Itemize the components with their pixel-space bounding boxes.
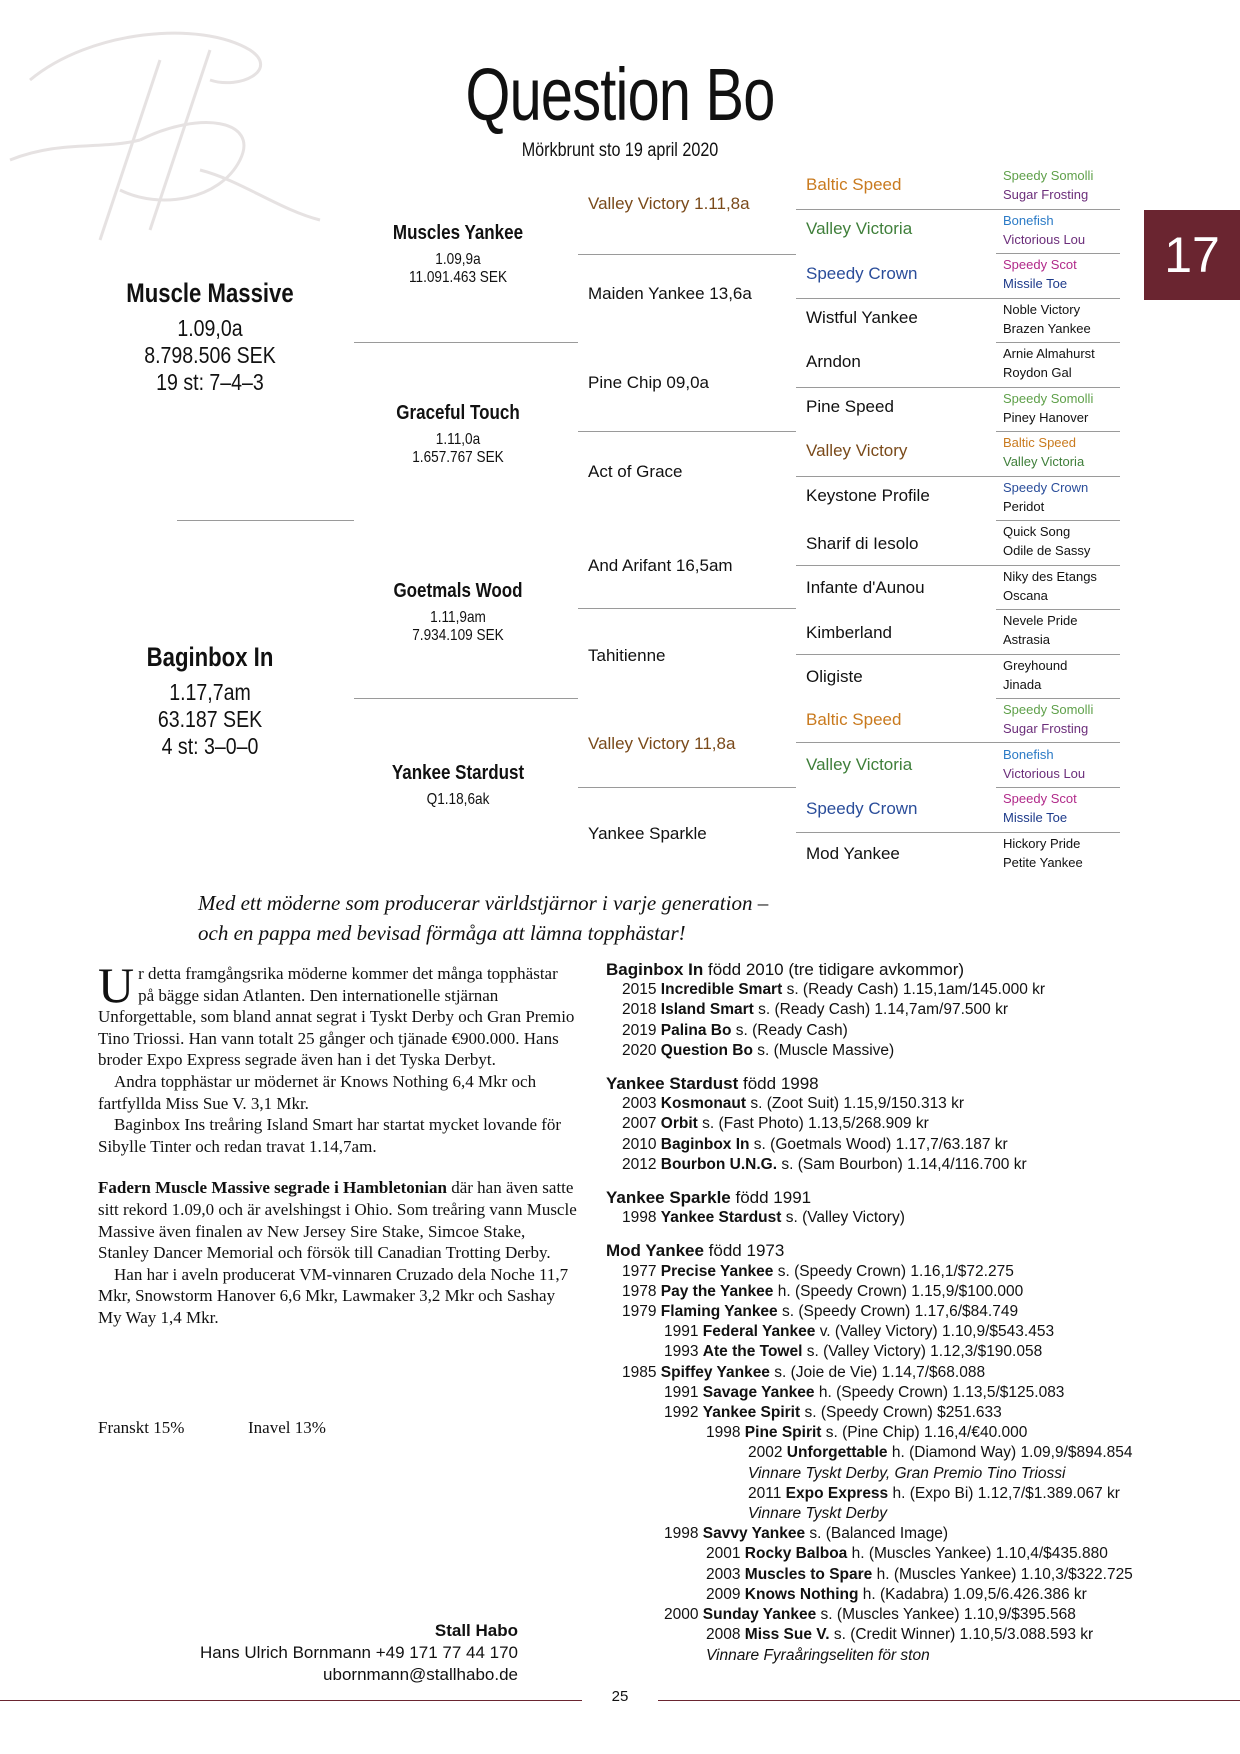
gen5-dam: Astrasia (1003, 632, 1050, 647)
offspring-name: Rocky Balboa (744, 1545, 848, 1563)
offspring-details: s. (Fast Photo) 1.13,5/268.909 kr (697, 1115, 929, 1133)
offspring-year: 1978 (622, 1282, 657, 1300)
offspring-name: Sunday Yankee (702, 1606, 817, 1624)
offspring-year: 2007 (622, 1115, 657, 1133)
offspring-details: s. (Balanced Image) (805, 1525, 949, 1543)
gen5-dam: Sugar Frosting (1003, 187, 1089, 202)
offspring-name: Island Smart (660, 1001, 754, 1019)
pedigree-gen3-item: Pine Chip 09,0a (588, 373, 709, 392)
pedigree-gen4-item: Valley Victory (806, 441, 908, 460)
pedigree-gen4-item: Speedy Crown (806, 799, 918, 818)
offspring-name: Flaming Yankee (660, 1303, 778, 1321)
pedigree-gen4-item: Sharif di Iesolo (806, 534, 919, 553)
progeny-dam-heading (606, 960, 1226, 980)
offspring-year: 1985 (622, 1363, 657, 1381)
gen5-sire: Bonefish (1003, 747, 1054, 762)
pedigree-gen5-item (1003, 745, 1085, 783)
gen5-dam: Piney Hanover (1003, 410, 1089, 425)
dam-record: 1.17,7am (169, 679, 251, 705)
offspring-details: s. (Valley Victory) 1.12,3/$190.058 (802, 1343, 1043, 1361)
offspring-name: Pay the Yankee (660, 1282, 774, 1300)
pedigree-gen3-item: Maiden Yankee 13,6a (588, 284, 752, 303)
pedigree-gen4-item: Pine Speed (806, 397, 894, 416)
footer-rule (0, 1700, 582, 1701)
pedigree-gen4-item: Infante d'Aunou (806, 578, 925, 597)
pedigree-gen2-item (358, 580, 558, 645)
progeny-row (606, 980, 1226, 1000)
gen5-dam: Peridot (1003, 499, 1045, 514)
offspring-name: Pine Spirit (744, 1424, 822, 1442)
gen5-dam: Oscana (1003, 588, 1048, 603)
page-subtitle: Mörkbrunt sto 19 april 2020 (521, 140, 719, 161)
stall-name: Stall Habo (434, 1621, 518, 1640)
pedigree-gen5-item (1003, 344, 1095, 382)
pedigree-gen4-item: Baltic Speed (806, 175, 902, 194)
offspring-name: Federal Yankee (702, 1323, 816, 1341)
offspring-name: Yankee Stardust (660, 1209, 782, 1227)
progeny-list (606, 960, 1226, 1666)
offspring-name: Savvy Yankee (702, 1525, 806, 1543)
paragraph-lead: Fadern Muscle Massive segrade i Hambletonian (98, 1178, 447, 1198)
pedigree-gen4-item: Arndon (806, 352, 861, 371)
offspring-name: Expo Express (785, 1484, 889, 1502)
page-number: 25 (611, 1688, 629, 1705)
offspring-name: Ate the Towel (702, 1343, 803, 1361)
gen5-sire: Speedy Somolli (1003, 168, 1094, 183)
offspring-year: 2003 (706, 1565, 741, 1583)
offspring-year: 1977 (622, 1262, 657, 1280)
offspring-note: Vinnare Tyskt Derby, Gran Premio Tino Triossi (748, 1464, 1066, 1482)
paragraph-text: där han även satte sitt rekord 1.09,0 och är avelshingst i Ohio. Som treåring vann Muscle Massive även finalen av New Jersey Sire Stake, Simcoe Stake, Stanley Dancer Memorial och försök till Canadian Trotting Derby. (98, 1178, 577, 1263)
offspring-year: 2019 (622, 1021, 657, 1039)
pedigree-gen5-item (1003, 433, 1084, 471)
offspring-details: v. (Valley Victory) 1.10,9/$543.453 (815, 1323, 1055, 1341)
pedigree-sire (100, 278, 320, 396)
gen5-sire: Greyhound (1003, 658, 1068, 673)
drop-cap: U (98, 957, 135, 1013)
pedigree-gen4-item: Valley Victoria (806, 219, 913, 238)
pedigree-gen4-item: Baltic Speed (806, 710, 902, 729)
pedigree-gen3-item: Act of Grace (588, 462, 683, 481)
offspring-year: 1992 (664, 1404, 699, 1422)
progeny-row (606, 1135, 1226, 1155)
page-title: Question Bo (465, 53, 775, 136)
gen5-sire: Speedy Scot (1003, 257, 1077, 272)
offspring-name: Baginbox In (660, 1135, 750, 1153)
pedigree-gen5-item (1003, 611, 1077, 649)
offspring-year: 2003 (622, 1095, 657, 1113)
offspring-year: 1993 (664, 1343, 699, 1361)
progeny-row (606, 1484, 1226, 1504)
dam-name: Mod Yankee (606, 1241, 704, 1261)
offspring-details: h. (Expo Bi) 1.12,7/$1.389.067 kr (888, 1484, 1120, 1502)
offspring-year: 2018 (622, 1001, 657, 1019)
offspring-details: s. (Joie de Vie) 1.14,7/$68.088 (769, 1363, 986, 1381)
pedigree-gen5-item (1003, 211, 1085, 249)
body-paragraph (98, 1177, 578, 1263)
offspring-name: Bourbon U.N.G. (660, 1155, 778, 1173)
pedigree-gen5-item (1003, 789, 1077, 827)
pedigree-gen5-item (1003, 255, 1077, 293)
dam-earnings: 63.187 SEK (157, 706, 263, 732)
gen5-sire: Bonefish (1003, 213, 1054, 228)
pedigree-gen2-item (358, 222, 558, 287)
offspring-details: s. (Sam Bourbon) 1.14,4/116.700 kr (777, 1155, 1027, 1173)
offspring-name: Spiffey Yankee (660, 1363, 770, 1381)
stall-contact (200, 1620, 518, 1686)
gen5-dam: Valley Victoria (1003, 454, 1085, 469)
offspring-year: 2011 (748, 1484, 782, 1502)
pedigree-gen5-item (1003, 166, 1093, 204)
pedigree-gen3-item: Tahitienne (588, 646, 666, 665)
offspring-details: s. (Ready Cash) 1.15,1am/145.000 kr (782, 981, 1046, 999)
offspring-year: 2015 (622, 981, 657, 999)
gen5-sire: Noble Victory (1003, 302, 1081, 317)
progeny-row (606, 1094, 1226, 1114)
progeny-row (606, 1625, 1226, 1645)
gen5-dam: Missile Toe (1003, 276, 1068, 291)
gen5-dam: Odile de Sassy (1003, 543, 1091, 558)
gen5-dam: Roydon Gal (1003, 365, 1072, 380)
pedigree-gen4-item: Wistful Yankee (806, 308, 918, 327)
offspring-details: s. (Ready Cash) (731, 1021, 848, 1039)
offspring-details: s. (Muscles Yankee) 1.10,9/$395.568 (816, 1606, 1076, 1624)
progeny-row (606, 1383, 1226, 1403)
progeny-row (606, 1155, 1226, 1175)
offspring-details: h. (Kadabra) 1.09,5/6.426.386 kr (858, 1585, 1087, 1603)
pedigree-divider (177, 520, 354, 521)
offspring-note: Vinnare Fyraåringseliten för ston (706, 1646, 930, 1664)
offspring-year: 2008 (706, 1626, 741, 1644)
offspring-details: s. (Speedy Crown) $251.633 (800, 1404, 1002, 1422)
progeny-row (606, 1504, 1226, 1524)
offspring-year: 2020 (622, 1041, 657, 1059)
dam-info: född 1998 (738, 1074, 819, 1094)
offspring-name: Yankee Spirit (702, 1404, 801, 1422)
stat-inbreeding: Inavel 13% (248, 1418, 326, 1437)
gen2-name: Muscles Yankee (392, 222, 524, 244)
body-paragraph: Han har i aveln producerat VM-vinnaren Cruzado dela Noche 11,7 Mkr, Snowstorm Hanover 6,6 Mkr, Lawmaker 3,2 Mkr och Sashay My Way 1,4 Mkr. (98, 1264, 569, 1327)
body-paragraph (98, 957, 578, 1071)
dam-name: Yankee Stardust (606, 1074, 739, 1094)
gen2-earnings: 7.934.109 SEK (412, 627, 504, 644)
offspring-name: Palina Bo (660, 1021, 732, 1039)
gen5-dam: Victorious Lou (1003, 766, 1086, 781)
gen5-dam: Victorious Lou (1003, 232, 1086, 247)
offspring-year: 2010 (622, 1135, 657, 1153)
progeny-row (606, 1208, 1226, 1228)
pedigree-gen4-item: Oligiste (806, 667, 863, 686)
offspring-details: s. (Credit Winner) 1.10,5/3.088.593 kr (829, 1626, 1094, 1644)
pedigree-gen5-item (1003, 300, 1091, 338)
offspring-name: Incredible Smart (660, 981, 783, 999)
offspring-name: Question Bo (660, 1041, 753, 1059)
offspring-name: Precise Yankee (660, 1262, 774, 1280)
pedigree-gen5-item (1003, 700, 1093, 738)
sire-name: Muscle Massive (126, 278, 294, 308)
pedigree-divider (578, 254, 796, 255)
gen2-name: Goetmals Wood (393, 580, 523, 602)
sire-starts: 19 st: 7–4–3 (156, 369, 264, 395)
offspring-year: 1998 (664, 1525, 699, 1543)
gen2-name: Yankee Stardust (391, 762, 525, 784)
pedigree-gen5-item (1003, 834, 1083, 872)
gen5-sire: Speedy Somolli (1003, 702, 1094, 717)
offspring-year: 2000 (664, 1606, 699, 1624)
pedigree-divider (578, 608, 796, 609)
offspring-year: 2012 (622, 1155, 657, 1173)
footer-rule (658, 1700, 1240, 1701)
offspring-details: s. (Muscle Massive) (752, 1041, 895, 1059)
progeny-dam-heading (606, 1188, 1226, 1208)
pedigree-gen5-item (1003, 478, 1088, 516)
progeny-row (606, 1041, 1226, 1061)
progeny-row (606, 1342, 1226, 1362)
offspring-name: Knows Nothing (744, 1585, 859, 1603)
progeny-row (606, 1000, 1226, 1020)
stall-phone: Hans Ulrich Bornmann +49 171 77 44 170 (199, 1643, 518, 1662)
offspring-name: Savage Yankee (702, 1383, 815, 1401)
pedigree-gen5-item (1003, 656, 1067, 694)
pedigree-gen2-item (358, 402, 558, 467)
pedigree-gen4-item: Mod Yankee (806, 844, 900, 863)
progeny-row (606, 1605, 1226, 1625)
offspring-note: Vinnare Tyskt Derby (748, 1505, 887, 1523)
pedigree-gen5-item (1003, 567, 1097, 605)
progeny-row (606, 1302, 1226, 1322)
offspring-details: s. (Valley Victory) (781, 1209, 905, 1227)
gen5-sire: Baltic Speed (1003, 435, 1076, 450)
progeny-row (606, 1021, 1226, 1041)
offspring-year: 1998 (622, 1209, 657, 1227)
pedigree-divider (354, 698, 578, 699)
progeny-dam-heading (606, 1241, 1226, 1261)
offspring-year: 2009 (706, 1585, 741, 1603)
offspring-details: h. (Speedy Crown) 1.15,9/$100.000 (773, 1282, 1024, 1300)
gen5-sire: Speedy Crown (1003, 480, 1089, 495)
offspring-year: 2001 (706, 1545, 741, 1563)
offspring-name: Kosmonaut (660, 1095, 747, 1113)
progeny-row (606, 1443, 1226, 1463)
pedigree-gen4-item: Kimberland (806, 623, 892, 642)
offspring-name: Unforgettable (786, 1444, 888, 1462)
pedigree-dam (100, 642, 320, 760)
pedigree-gen3-item: Valley Victory 11,8a (588, 734, 736, 753)
offspring-year: 2002 (748, 1444, 783, 1462)
lot-number-badge: 17 (1144, 210, 1240, 300)
offspring-name: Miss Sue V. (744, 1626, 830, 1644)
pedigree-gen3-item: Yankee Sparkle (588, 824, 707, 843)
offspring-details: s. (Pine Chip) 1.16,4/€40.000 (821, 1424, 1028, 1442)
pedigree-divider (578, 787, 796, 788)
gen5-sire: Quick Song (1003, 524, 1071, 539)
offspring-year: 1991 (664, 1323, 699, 1341)
offspring-details: s. (Speedy Crown) 1.16,1/$72.275 (773, 1262, 1014, 1280)
pedigree-gen3-item: Valley Victory 1.11,8a (588, 194, 750, 213)
gen2-record: Q1.18,6ak (426, 791, 490, 808)
offspring-details: s. (Zoot Suit) 1.15,9/150.313 kr (746, 1095, 965, 1113)
progeny-row (606, 1565, 1226, 1585)
gen2-earnings: 1.657.767 SEK (412, 449, 504, 466)
quote-line-2: och en pappa med bevisad förmåga att lämna topphästar! (198, 921, 686, 945)
progeny-dam-heading (606, 1074, 1226, 1094)
pedigree-gen3-item: And Arifant 16,5am (588, 556, 733, 575)
gen2-record: 1.11,0a (435, 431, 481, 448)
description-text (98, 957, 578, 1329)
progeny-row (606, 1262, 1226, 1282)
gen5-dam: Petite Yankee (1003, 855, 1083, 870)
sire-record: 1.09,0a (177, 315, 243, 341)
progeny-row (606, 1282, 1226, 1302)
progeny-row (606, 1646, 1226, 1666)
dam-info: född 1973 (703, 1241, 785, 1261)
gen5-dam: Brazen Yankee (1003, 321, 1091, 336)
gen5-sire: Nevele Pride (1003, 613, 1078, 628)
gen2-earnings: 11.091.463 SEK (408, 269, 508, 286)
pedigree-divider (578, 431, 796, 432)
gen5-sire: Niky des Etangs (1003, 569, 1097, 584)
offspring-name: Orbit (660, 1115, 698, 1133)
gen5-sire: Arnie Almahurst (1003, 346, 1095, 361)
gen5-dam: Sugar Frosting (1003, 721, 1089, 736)
dam-info: född 2010 (tre tidigare avkommor) (703, 960, 965, 979)
offspring-year: 1998 (706, 1424, 741, 1442)
pedigree-gen5-item (1003, 389, 1093, 427)
progeny-row (606, 1585, 1226, 1605)
pedigree-gen4-item: Keystone Profile (806, 486, 930, 505)
pedigree-divider (354, 342, 578, 343)
progeny-row (606, 1363, 1226, 1383)
stall-email[interactable]: ubornmann@stallhabo.de (323, 1665, 518, 1684)
gen2-record: 1.11,9am (430, 609, 486, 626)
progeny-row (606, 1114, 1226, 1134)
sire-earnings: 8.798.506 SEK (144, 342, 276, 368)
offspring-details: s. (Ready Cash) 1.14,7am/97.500 kr (753, 1001, 1008, 1019)
gen5-sire: Speedy Somolli (1003, 391, 1094, 406)
offspring-name: Muscles to Spare (744, 1565, 873, 1583)
progeny-row (606, 1464, 1226, 1484)
body-paragraph: Baginbox Ins treåring Island Smart har startat mycket lovande för Sibylle Tinter och redan travat 1.14,7am. (98, 1115, 562, 1156)
pedigree-gen4-item: Valley Victoria (806, 755, 913, 774)
paragraph-text: r detta framgångsrika möderne kommer det många topphästar på bägge sidan Atlanten. Den internationelle stjärnan Unforgettable, som bland annat segrat i Tyskt Derby och Gran Premio Tino Triossi. Han vann totalt 25 gånger och tjänade €900.000. Hans broder Expo Express segrade även han i det Tyska Derbyt. (98, 964, 575, 1070)
gen5-dam: Missile Toe (1003, 810, 1068, 825)
progeny-row (606, 1423, 1226, 1443)
offspring-details: s. (Speedy Crown) 1.17,6/$84.749 (777, 1303, 1019, 1321)
offspring-details: h. (Diamond Way) 1.09,9/$894.854 (887, 1444, 1133, 1462)
dam-name: Baginbox In (606, 960, 704, 979)
offspring-details: s. (Goetmals Wood) 1.17,7/63.187 kr (749, 1135, 1008, 1153)
dam-name: Baginbox In (146, 642, 274, 672)
offspring-details: h. (Speedy Crown) 1.13,5/$125.083 (814, 1383, 1065, 1401)
offspring-details: h. (Muscles Yankee) 1.10,4/$435.880 (847, 1545, 1108, 1563)
offspring-year: 1991 (664, 1383, 699, 1401)
pedigree-gen5-item (1003, 522, 1090, 560)
quote-line-1: Med ett möderne som producerar världstjärnor i varje generation – (198, 891, 769, 915)
gen5-dam: Jinada (1003, 677, 1042, 692)
pedigree-gen2-item (358, 762, 558, 809)
stat-french: Franskt 15% (98, 1418, 185, 1437)
offspring-details: h. (Muscles Yankee) 1.10,3/$322.725 (872, 1565, 1133, 1583)
gen2-record: 1.09,9a (435, 251, 481, 268)
progeny-row (606, 1403, 1226, 1423)
gen5-sire: Hickory Pride (1003, 836, 1081, 851)
dam-info: född 1991 (730, 1188, 812, 1208)
progeny-row (606, 1544, 1226, 1564)
tagline-quote (198, 888, 898, 948)
progeny-row (606, 1322, 1226, 1342)
body-paragraph: Andra topphästar ur mödernet är Knows Nothing 6,4 Mkr och fartfyllda Miss Sue V. 3,1 Mkr. (98, 1071, 537, 1113)
dam-name: Yankee Sparkle (606, 1188, 731, 1208)
gen2-name: Graceful Touch (396, 402, 520, 424)
gen5-sire: Speedy Scot (1003, 791, 1077, 806)
pedigree-gen4-item: Speedy Crown (806, 264, 918, 283)
offspring-year: 1979 (622, 1303, 657, 1321)
progeny-row (606, 1524, 1226, 1544)
dam-starts: 4 st: 3–0–0 (161, 733, 259, 759)
